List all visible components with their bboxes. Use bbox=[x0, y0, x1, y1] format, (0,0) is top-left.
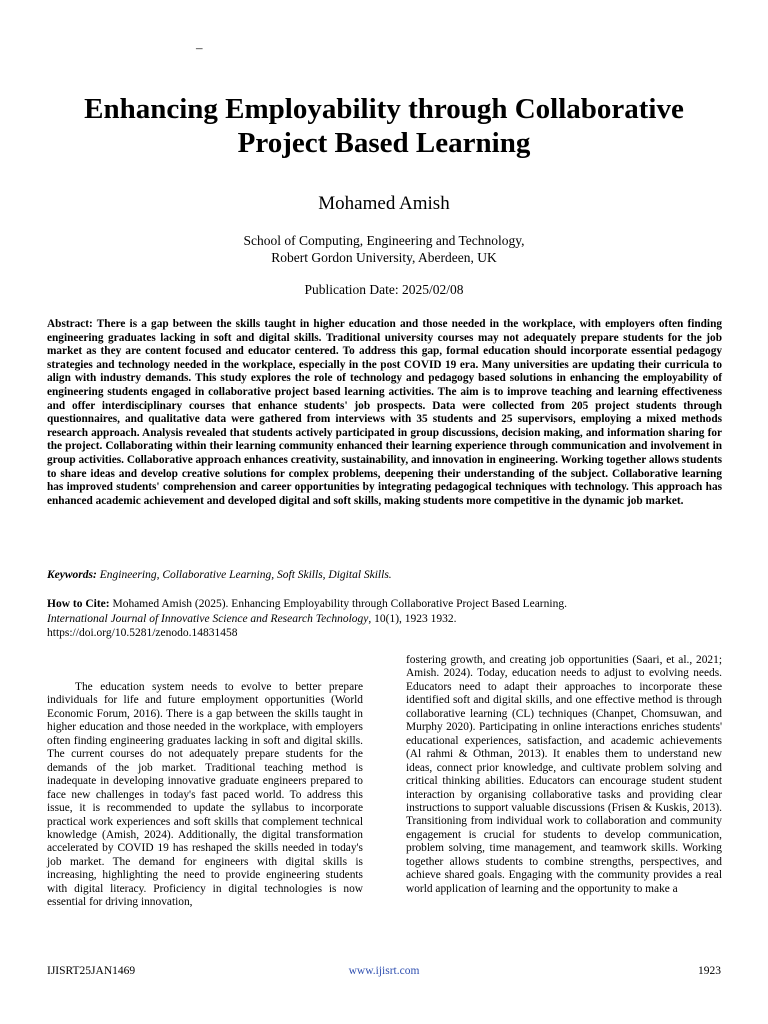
footer-page-number: 1923 bbox=[698, 965, 721, 977]
keywords-label: Keywords: bbox=[47, 569, 97, 581]
affiliation-line-1: School of Computing, Engineering and Technology, bbox=[243, 233, 525, 248]
header-dash: – bbox=[196, 40, 203, 55]
doi-link[interactable]: https://doi.org/10.5281/zenodo.14831458 bbox=[47, 627, 238, 639]
how-to-cite bbox=[47, 597, 722, 641]
how-to-cite-text: Mohamed Amish (2025). Enhancing Employability through Collaborative Project Based Learning. bbox=[112, 598, 567, 610]
paper-title bbox=[40, 92, 728, 160]
title-line-1: Enhancing Employability through Collaborative bbox=[84, 93, 684, 125]
footer-paper-id: IJISRT25JAN1469 bbox=[47, 965, 136, 977]
keywords-list: Engineering, Collaborative Learning, Soft Skills, Digital Skills. bbox=[99, 569, 392, 581]
title-line-2: Project Based Learning bbox=[237, 127, 531, 159]
affiliation bbox=[0, 232, 768, 266]
body-column-right: fostering growth, and creating job opportunities (Saari, et al., 2021; Amish. 2024). Today, education needs to adjust to evolving needs. Educators need to adapt their approaches to incorporate these identified soft and digital skills, and one effective method is through collaborative learning (CL) techniques (Chanpet, Chomsuwan, and Murphy 2020). Participating in online interactions enriches students' educational experiences, satisfaction, and academic achievements (Al rahmi & Othman, 2013). It enables them to understand new ideas, connect prior knowledge, and cultivate problem solving and critical thinking abilities. Educators can encourage student student interaction by organising collaborative tasks and providing clear instructions to support valuable discussions (Frisen & Kuskis, 2013). Transitioning from individual work to collaboration and community engagement is crucial for students to develop communication, problem solving, time management, and teamwork skills. Working together allows students to combine strengths, perspectives, and achieve shared goals. Engaging with the community provides a real world application of learning and the opportunity to make a bbox=[406, 654, 722, 895]
abstract: Abstract: There is a gap between the skills taught in higher education and those needed in the workplace, with employers often finding engineering graduates lacking in soft and digital skills. Traditional university courses may not adequately prepare students for the job market as they are content focused and educator centered. To address this gap, formal education should incorporate essential pedagogy strategies and technology needed in the workplace, especially in the post COVID 19 era. Many universities are updating their curricula to align with industry demands. This study explores the role of technology and pedagogy based solutions in enhancing the employability of engineering students engaged in collaborative project based learning activities. The aim is to improve teaching and learning effectiveness and offer interdisciplinary courses that enhance students' job prospects. Data were collected from 205 project students through questionnaires, and qualitative data were gathered from interviews with 35 students and 25 supervisors, employing a mixed methods research approach. Analysis revealed that students actively participated in group discussions, decision making, and information sharing for the project. Collaborating within their learning community enhanced their learning experience through communication and involvement in group activities. Collaborative approach enhances creativity, sustainability, and innovation in engineering. Working together allows students to share ideas and develop creative solutions for complex problems, deepening their understanding of the subject. Collaborative learning has improved students' comprehension and career opportunities by integrating pedagogical techniques with technology. This approach has enhanced academic achievement and developed digital and soft skills, making students more competitive in the dynamic job market. bbox=[47, 318, 722, 507]
body-column-left: The education system needs to evolve to better prepare individuals for life and future employment opportunities (World Economic Forum, 2016). There is a gap between the skills taught in higher education and those needed in the workplace, with employers often finding engineering graduates lacking in soft and digital skills. The current courses do not adequately prepare students for the demands of the job market. Traditional teaching method is inadequate in developing innovative graduate engineers prepared to face new challenges in today's fast paced world. To address this issue, it is recommended to update the syllabus to incorporate practical work experiences and soft skills that complement technical knowledge (Amish, 2024). Additionally, the digital transformation accelerated by COVID 19 has reshaped the skills needed in today's job market. The demand for engineers with digital skills is increasing, highlighting the need to provide engineering students with digital literacy. Proficiency in digital technologies is now essential for driving innovation, bbox=[47, 681, 363, 909]
how-to-cite-label: How to Cite: bbox=[47, 598, 110, 610]
keywords bbox=[47, 569, 722, 581]
how-to-cite-volume: , 10(1), 1923 1932. bbox=[368, 612, 457, 625]
affiliation-line-2: Robert Gordon University, Aberdeen, UK bbox=[271, 250, 497, 265]
how-to-cite-journal: International Journal of Innovative Science and Research Technology bbox=[47, 612, 369, 625]
publication-date: Publication Date: 2025/02/08 bbox=[304, 282, 464, 297]
footer-website-link[interactable]: www.ijisrt.com bbox=[348, 965, 420, 977]
author-name: Mohamed Amish bbox=[318, 193, 450, 214]
